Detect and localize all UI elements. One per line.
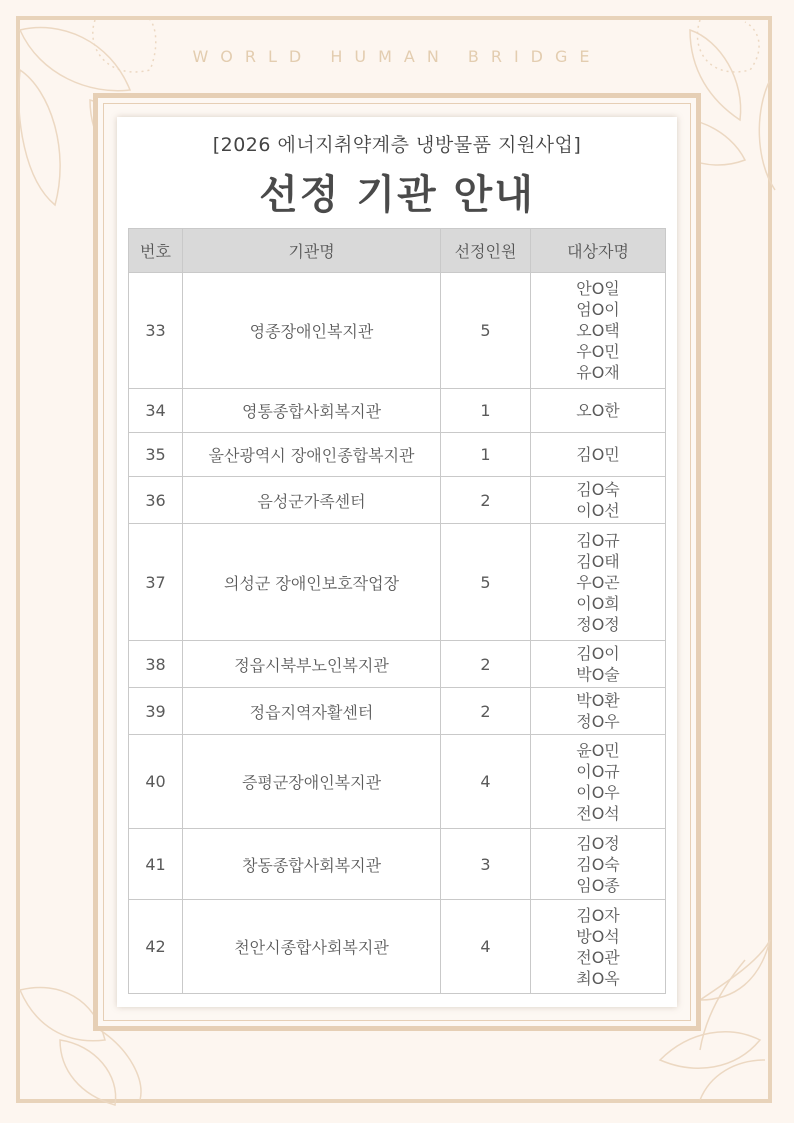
cell-number: 42 <box>129 900 183 994</box>
recipient-name: 김O숙 <box>576 854 620 874</box>
recipient-name: 김O규 <box>576 530 620 550</box>
cell-number: 37 <box>129 524 183 641</box>
cell-number: 38 <box>129 641 183 688</box>
table-header-row <box>129 229 666 273</box>
recipient-name: 이O규 <box>576 761 620 781</box>
recipient-name: 최O옥 <box>576 968 620 988</box>
cell-count: 1 <box>441 389 531 433</box>
header-number: 번호 <box>129 229 183 273</box>
cell-number: 34 <box>129 389 183 433</box>
cell-recipients <box>531 389 666 433</box>
cell-institution: 울산광역시 장애인종합복지관 <box>183 433 441 477</box>
recipient-name: 김O태 <box>576 551 620 571</box>
recipient-name: 이O선 <box>576 501 620 520</box>
cell-number: 39 <box>129 688 183 735</box>
leaf-top-right-3 <box>759 80 775 190</box>
recipient-name: 전O관 <box>576 947 620 967</box>
recipient-name: 김O이 <box>576 644 620 663</box>
recipient-name: 오O한 <box>576 401 620 420</box>
cell-count: 2 <box>441 688 531 735</box>
cell-institution: 영통종합사회복지관 <box>183 389 441 433</box>
cell-recipients <box>531 829 666 900</box>
cell-count: 3 <box>441 829 531 900</box>
header-recipients: 대상자명 <box>531 229 666 273</box>
recipient-name: 정O우 <box>576 712 620 731</box>
recipient-name: 김O숙 <box>576 480 620 499</box>
cell-count: 2 <box>441 641 531 688</box>
recipient-name: 안O일 <box>576 279 620 298</box>
recipient-name: 박O술 <box>576 665 620 684</box>
cell-recipients <box>531 735 666 829</box>
table-row <box>129 829 666 900</box>
recipient-name: 정O정 <box>576 614 620 634</box>
cell-number: 41 <box>129 829 183 900</box>
brand-name: WORLD HUMAN BRIDGE <box>192 47 602 66</box>
cell-recipients <box>531 900 666 994</box>
cell-recipients <box>531 688 666 735</box>
header-institution: 기관명 <box>183 229 441 273</box>
program-subtitle: [2026 에너지취약계층 냉방물품 지원사업] <box>212 134 582 156</box>
table-row <box>129 433 666 477</box>
recipient-name: 전O석 <box>576 803 620 823</box>
recipient-name: 오O택 <box>576 321 620 340</box>
table-row <box>129 477 666 524</box>
cell-institution: 정읍지역자활센터 <box>183 688 441 735</box>
recipient-name: 이O우 <box>576 782 620 802</box>
leaf-bottom-left-3 <box>100 1030 141 1100</box>
cell-recipients <box>531 477 666 524</box>
cell-institution: 음성군가족센터 <box>183 477 441 524</box>
page-title: 선정 기관 안내 <box>259 172 535 218</box>
cell-recipients <box>531 433 666 477</box>
cell-institution: 의성군 장애인보호작업장 <box>183 524 441 641</box>
cell-institution: 영종장애인복지관 <box>183 273 441 389</box>
cell-institution: 정읍시북부노인복지관 <box>183 641 441 688</box>
leaf-top-left-2 <box>19 70 60 205</box>
cell-institution: 천안시종합사회복지관 <box>183 900 441 994</box>
selected-institutions-table <box>128 228 666 994</box>
table-body <box>129 273 666 994</box>
leaf-bottom-left-2 <box>60 1040 116 1105</box>
cell-recipients <box>531 524 666 641</box>
recipient-name: 이O희 <box>576 593 620 613</box>
cell-count: 5 <box>441 524 531 641</box>
recipient-name: 유O재 <box>576 363 620 382</box>
recipient-name: 박O환 <box>576 691 620 710</box>
cell-count: 1 <box>441 433 531 477</box>
cell-institution: 창동종합사회복지관 <box>183 829 441 900</box>
recipient-name: 김O자 <box>576 905 620 925</box>
table-row <box>129 524 666 641</box>
cell-count: 4 <box>441 900 531 994</box>
recipient-name: 김O정 <box>576 833 620 853</box>
cell-count: 5 <box>441 273 531 389</box>
cell-number: 33 <box>129 273 183 389</box>
cell-number: 40 <box>129 735 183 829</box>
cell-recipients <box>531 641 666 688</box>
table-row <box>129 735 666 829</box>
cell-number: 36 <box>129 477 183 524</box>
recipient-name: 김O민 <box>576 445 620 464</box>
cell-number: 35 <box>129 433 183 477</box>
recipient-name: 우O곤 <box>576 572 620 592</box>
recipient-name: 엄O이 <box>576 300 620 319</box>
table-row <box>129 273 666 389</box>
table-row <box>129 641 666 688</box>
leaf-bottom-right-3 <box>700 1060 765 1100</box>
table-row <box>129 900 666 994</box>
recipient-name: 임O종 <box>576 875 620 895</box>
table-row <box>129 389 666 433</box>
cell-count: 2 <box>441 477 531 524</box>
recipient-name: 방O석 <box>576 926 620 946</box>
leaf-bottom-right-1 <box>700 940 770 1000</box>
cell-institution: 증평군장애인복지관 <box>183 735 441 829</box>
recipient-name: 우O민 <box>576 342 620 361</box>
table-row <box>129 688 666 735</box>
cell-count: 4 <box>441 735 531 829</box>
recipient-name: 윤O민 <box>576 740 620 760</box>
cell-recipients <box>531 273 666 389</box>
header-count: 선정인원 <box>441 229 531 273</box>
